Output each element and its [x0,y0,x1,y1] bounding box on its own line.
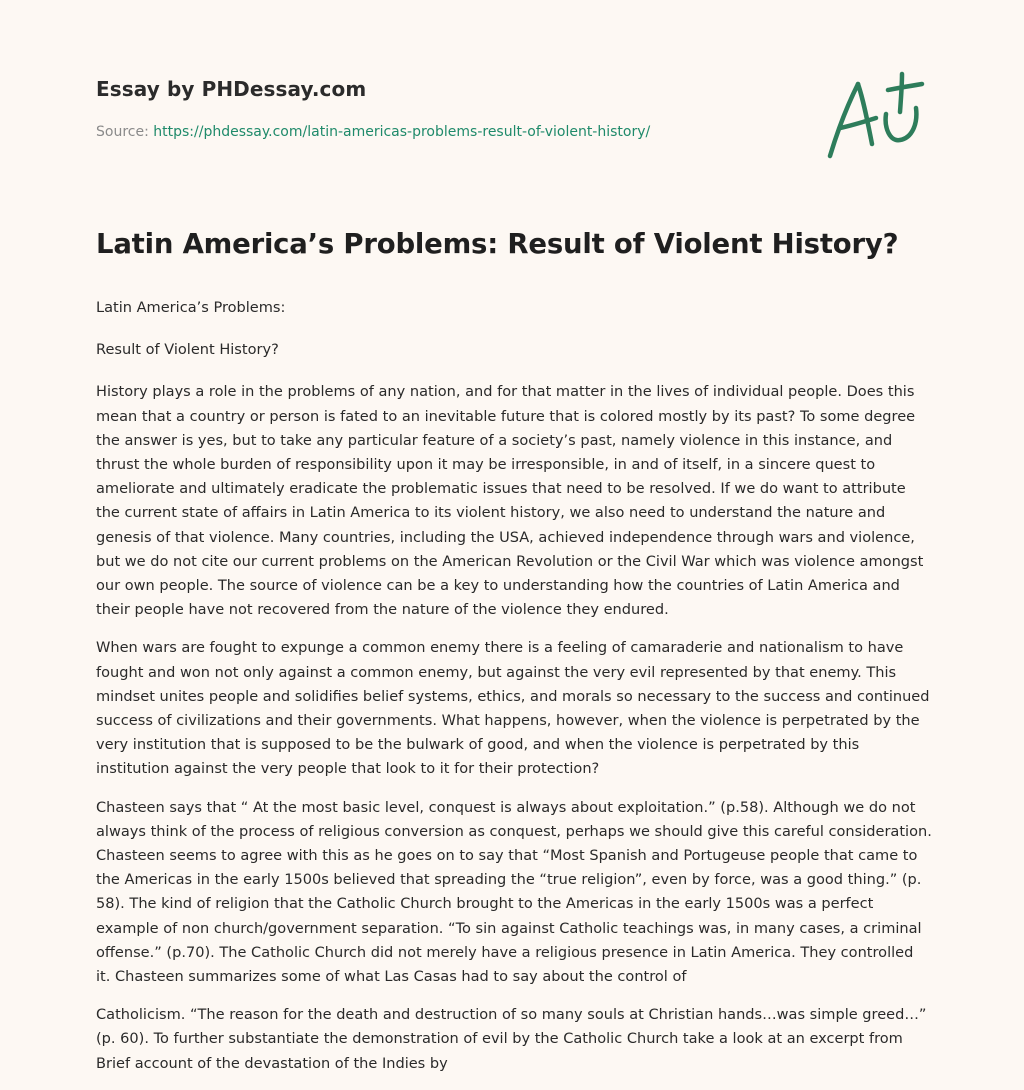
essay-content [96,222,932,1090]
essay-title: Latin America’s Problems: Result of Violent History? [96,228,899,260]
paragraph: Chasteen says that “ At the most basic level, conquest is always about exploitation.” (p.58). Although we do not always think of the process of religious conversion as conquest, perhaps we should give this careful consideration. Chasteen seems to agree with this as he goes on to say that “Most Spanish and Portugeuse people that came to the Americas in the early 1500s believed that spreading the “true religion”, even by force, was a good thing.” (p. 58). The kind of religion that the Catholic Church brought to the Americas in the early 1500s was a perfect example of non church/government separation. “To sin against Catholic teachings was, in many cases, a criminal offense.” (p.70). The Catholic Church did not merely have a religious presence in Latin America. They controlled it. Chasteen summarizes some of what Las Casas had to say about the control of [96,798,932,986]
source-link[interactable]: https://phdessay.com/latin-americas-problems-result-of-violent-history/ [153,124,651,140]
paragraph: Catholicism. “The reason for the death and destruction of so many souls at Christian hands…was simple greed…” (p. 60). To further substantiate the demonstration of evil by the Catholic Church take a look at an excerpt from Brief account of the devastation of the Indies by [96,1006,927,1072]
source-label: Source: [96,124,154,140]
paragraph: History plays a role in the problems of any nation, and for that matter in the lives of individual people. Does this mean that a country or person is fated to an inevitable future that is colored mostly by its past? To some degree the answer is yes, but to take any particular feature of a society’s past, namely violence in this instance, and thrust the whole burden of responsibility upon it may be irresponsible, in and of itself, in a sincere quest to ameliorate and ultimately eradicate the problematic issues that need to be resolved. If we do want to attribute the current state of affairs in Latin America to its violent history, we also need to understand the nature and genesis of that violence. Many countries, including the USA, achieved independence through wars and violence, but we do not cite our current problems on the American Revolution or the Civil War which was violence amongst our own people. The source of violence can be a key to understanding how the countries of Latin America and their people have not recovered from the nature of the violence they endured. [96,383,924,619]
a-plus-grade-logo-icon [820,66,930,166]
brand-title: Essay by PHDessay.com [96,77,367,101]
page-header [96,74,796,142]
source-line [96,122,796,142]
paragraph: Latin America’s Problems: [96,299,286,316]
paragraph: Result of Violent History? [96,341,279,359]
paragraph: When wars are fought to expunge a common enemy there is a feeling of camaraderie and nationalism to have fought and won not only against a common enemy, but against the very evil represented by that enemy. This mindset unites people and solidifies belief systems, ethics, and morals so necessary to the success and continued success of civilizations and their governments. What happens, however, when the violence is perpetrated by the very institution that is supposed to be the bulwark of good, and when the violence is perpetrated by this institution against the very people that look to it for their protection? [96,639,930,778]
